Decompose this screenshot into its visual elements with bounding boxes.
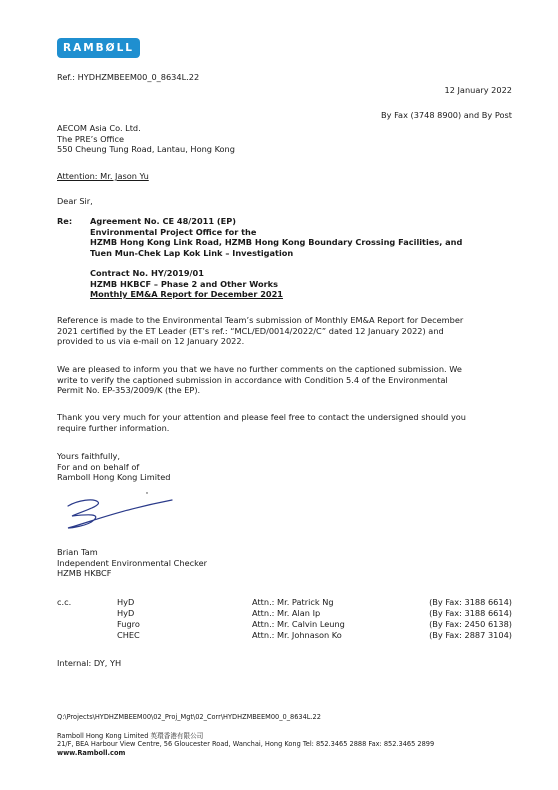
footer-website: www.Ramboll.com <box>57 748 126 757</box>
signer-name: Brian Tam <box>57 547 98 557</box>
closing-line: Yours faithfully, <box>57 451 120 461</box>
paragraph-line: We are pleased to inform you that we have no further comments on the captioned submission. We <box>57 364 462 374</box>
footer-company: Ramboll Hong Kong Limited 英環香港有限公司 <box>57 732 204 740</box>
subject-line: Tuen Mun-Chek Lap Kok Link – Investigation <box>90 247 294 258</box>
closing-block <box>57 451 171 483</box>
cc-fax: (By Fax: 3188 6614) <box>429 597 512 607</box>
cc-attn: Attn.: Mr. Patrick Ng <box>252 597 334 607</box>
cc-row <box>0 630 558 641</box>
paragraph-line: Reference is made to the Environmental Team’s submission of Monthly EM&A Report for December <box>57 315 464 325</box>
reference-number: Ref.: HYDHZMBEEM00_0_8634L.22 <box>57 72 200 82</box>
contract-block <box>90 268 283 300</box>
cc-attn: Attn.: Mr. Alan Ip <box>252 608 321 618</box>
paragraph-line: Thank you very much for your attention and please feel free to contact the undersigned should you <box>57 412 466 422</box>
paragraph-line: Permit No. EP-353/2009/K (the EP). <box>57 385 201 396</box>
cc-fax: (By Fax: 2450 6138) <box>429 619 512 629</box>
cc-row <box>0 619 558 630</box>
ramboll-logo: RAMBØLL <box>57 38 140 58</box>
paragraph-line: write to verify the captioned submission in accordance with Condition 5.4 of the Environmental <box>57 374 448 385</box>
signer-block <box>57 547 207 579</box>
attention-line: Attention: Mr. Jason Yu <box>57 171 149 181</box>
paragraph-thanks <box>57 412 512 433</box>
paragraph-line: 2021 certified by the ET Leader (ET’s ref.: “MCL/ED/0014/2022/C” dated 12 January 2022) and <box>57 325 444 336</box>
recipient-address <box>57 123 235 155</box>
contract-line: HZMB HKBCF – Phase 2 and Other Works <box>90 278 278 289</box>
address-line: The PRE’s Office <box>57 133 124 144</box>
cc-attn: Attn.: Mr. Calvin Leung <box>252 619 345 629</box>
file-path: Q:\Projects\HYDHZMBEEM00\02_Proj_Mgt\02_Corr\HYDHZMBEEM00_0_8634L.22 <box>57 713 321 721</box>
cc-row <box>0 608 558 619</box>
paragraph-reference <box>57 315 512 347</box>
subject-line: Environmental Project Office for the <box>90 226 257 237</box>
paragraph-verification <box>57 364 512 396</box>
cc-list <box>0 597 558 643</box>
handwritten-signature <box>60 488 180 538</box>
closing-line: For and on behalf of <box>57 461 140 472</box>
address-line: AECOM Asia Co. Ltd. <box>57 123 141 133</box>
address-line: 550 Cheung Tung Road, Lantau, Hong Kong <box>57 144 235 155</box>
contract-line: Contract No. HY/2019/01 <box>90 268 204 278</box>
cc-attn: Attn.: Mr. Johnason Ko <box>252 630 342 640</box>
cc-fax: (By Fax: 3188 6614) <box>429 608 512 618</box>
delivery-method: By Fax (3748 8900) and By Post <box>381 110 512 120</box>
footer <box>57 732 434 757</box>
paragraph-line: provided to us via e-mail on 12 January 2022. <box>57 336 245 347</box>
cc-org: HyD <box>117 608 135 618</box>
cc-label: c.c. <box>57 597 72 607</box>
signer-project: HZMB HKBCF <box>57 568 112 579</box>
cc-org: Fugro <box>117 619 140 629</box>
signer-title: Independent Environmental Checker <box>57 557 207 568</box>
footer-address: 21/F, BEA Harbour View Centre, 56 Gloucester Road, Wanchai, Hong Kong Tel: 852.3465 2888 Fax: 852.3465 2899 <box>57 740 435 749</box>
subject-block <box>90 216 520 258</box>
re-label: Re: <box>57 216 73 226</box>
cc-fax: (By Fax: 2887 3104) <box>429 630 512 640</box>
cc-row <box>0 597 558 608</box>
cc-org: HyD <box>117 597 135 607</box>
paragraph-line: require further information. <box>57 422 170 433</box>
subject-line: Agreement No. CE 48/2011 (EP) <box>90 216 237 226</box>
closing-line: Ramboll Hong Kong Limited <box>57 472 171 483</box>
cc-org: CHEC <box>117 630 140 640</box>
letter-date: 12 January 2022 <box>444 85 512 95</box>
internal-distribution: Internal: DY, YH <box>57 658 122 668</box>
subject-line: HZMB Hong Kong Link Road, HZMB Hong Kong Boundary Crossing Facilities, and <box>90 237 463 248</box>
report-title: Monthly EM&A Report for December 2021 <box>90 289 284 300</box>
salutation: Dear Sir, <box>57 196 93 206</box>
